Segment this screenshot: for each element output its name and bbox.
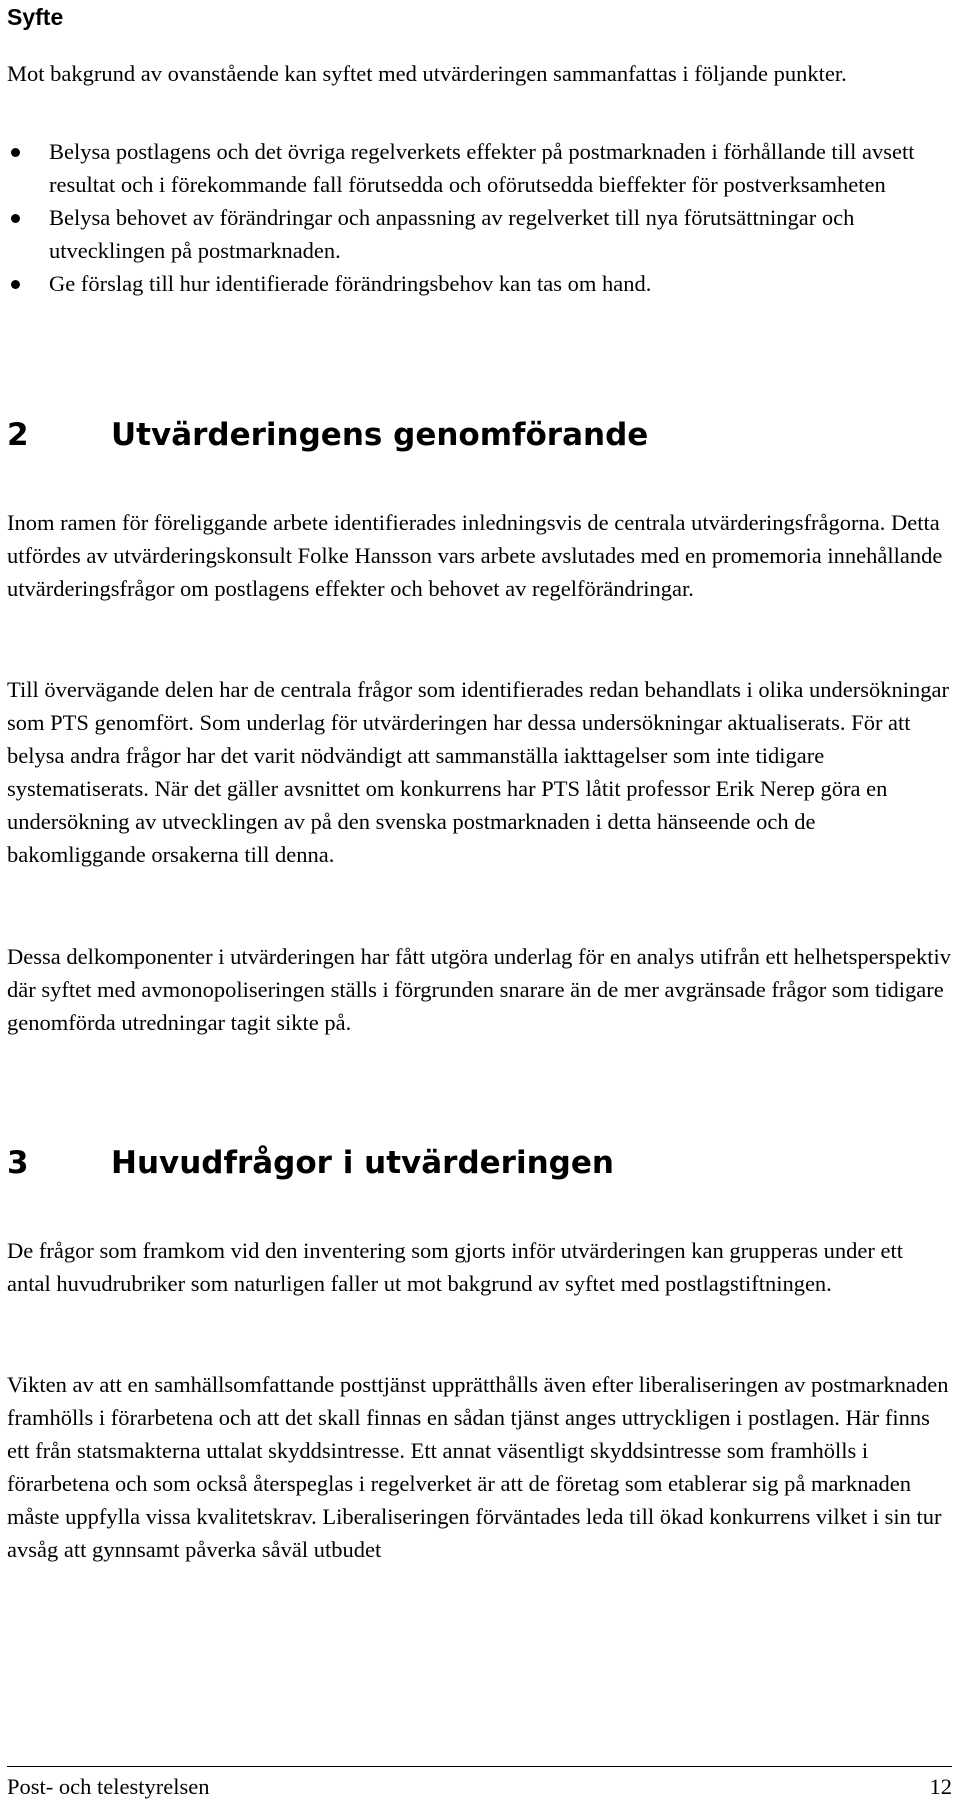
syfte-intro-paragraph: Mot bakgrund av ovanstående kan syftet med utvärderingen sammanfattas i följande punkter. [7,61,847,86]
section-2-paragraph-3: Dessa delkomponenter i utvärderingen har fått utgöra underlag för en analys utifrån ett helhetsperspektiv där syftet med avmonopoliseringen ställs i förgrunden snarare än de mer avgränsade frågor som tidigare genomförda utredningar tagit sikte på. [7,944,952,1035]
section-number: 3 [7,1145,29,1181]
section-2-heading [7,415,648,455]
page-footer [7,1766,952,1802]
section-3-heading [7,1143,614,1183]
section-2-paragraph-2: Till övervägande delen har de centrala frågor som identifierades redan behandlats i olika undersökningar som PTS genomfört. Som underlag för utvärderingen har dessa undersökningar aktualiserats. För att belysa andra frågor har det varit nödvändigt att sammanställa iakttagelser som inte tidigare systematiserats. När det gäller avsnittet om konkurrens har PTS låtit professor Erik Nerep göra en undersökning av utvecklingen av på den svenska postmarknaden i detta hänseende och de bakomliggande orsakerna till denna. [7,677,949,867]
section-number: 2 [7,417,29,453]
footer-publisher: Post- och telestyrelsen [7,1774,210,1799]
section-title: Utvärderingens genomförande [111,417,649,453]
syfte-bullet-list [7,135,927,300]
bullet-icon [11,148,20,157]
section-title: Huvudfrågor i utvärderingen [111,1145,614,1181]
list-item-text: Belysa behovet av förändringar och anpassning av regelverket till nya förutsättningar och utvecklingen på postmarknaden. [49,205,855,263]
syfte-heading: Syfte [7,4,64,30]
section-3-paragraph-2: Vikten av att en samhällsomfattande posttjänst upprätthålls även efter liberaliseringen av postmarknaden framhölls i förarbetena och att det skall finnas en sådan tjänst anges uttryckligen i postlagen. Här finns ett från statsmakterna uttalat skyddsintresse. Ett annat väsentligt skyddsintresse som framhölls i förarbetena och som också återspeglas i regelverket är att de företag som etablerar sig på marknaden måste uppfylla vissa kvalitetskrav. Liberaliseringen förväntades leda till ökad konkurrens vilket i sin tur avsåg att gynnsamt påverka såväl utbudet [7,1372,949,1562]
list-item [7,267,927,300]
page-number: 12 [929,1774,952,1799]
section-3-paragraph-1: De frågor som framkom vid den inventering som gjorts inför utvärderingen kan grupperas under ett antal huvudrubriker som naturligen faller ut mot bakgrund av syftet med postlagstiftningen. [7,1238,904,1296]
list-item [7,201,927,267]
list-item-text: Belysa postlagens och det övriga regelverkets effekter på postmarknaden i förhållande till avsett resultat och i förekommande fall förutsedda och oförutsedda bieffekter för postverksamheten [49,139,915,197]
bullet-icon [11,214,20,223]
list-item-text: Ge förslag till hur identifierade förändringsbehov kan tas om hand. [49,271,652,296]
section-2-paragraph-1: Inom ramen för föreliggande arbete identifierades inledningsvis de centrala utvärderingsfrågorna. Detta utfördes av utvärderingskonsult Folke Hansson vars arbete avslutades med en promemoria innehållande utvärderingsfrågor om postlagens effekter och behovet av regelförändringar. [7,510,943,601]
bullet-icon [11,280,20,289]
list-item [7,135,927,201]
